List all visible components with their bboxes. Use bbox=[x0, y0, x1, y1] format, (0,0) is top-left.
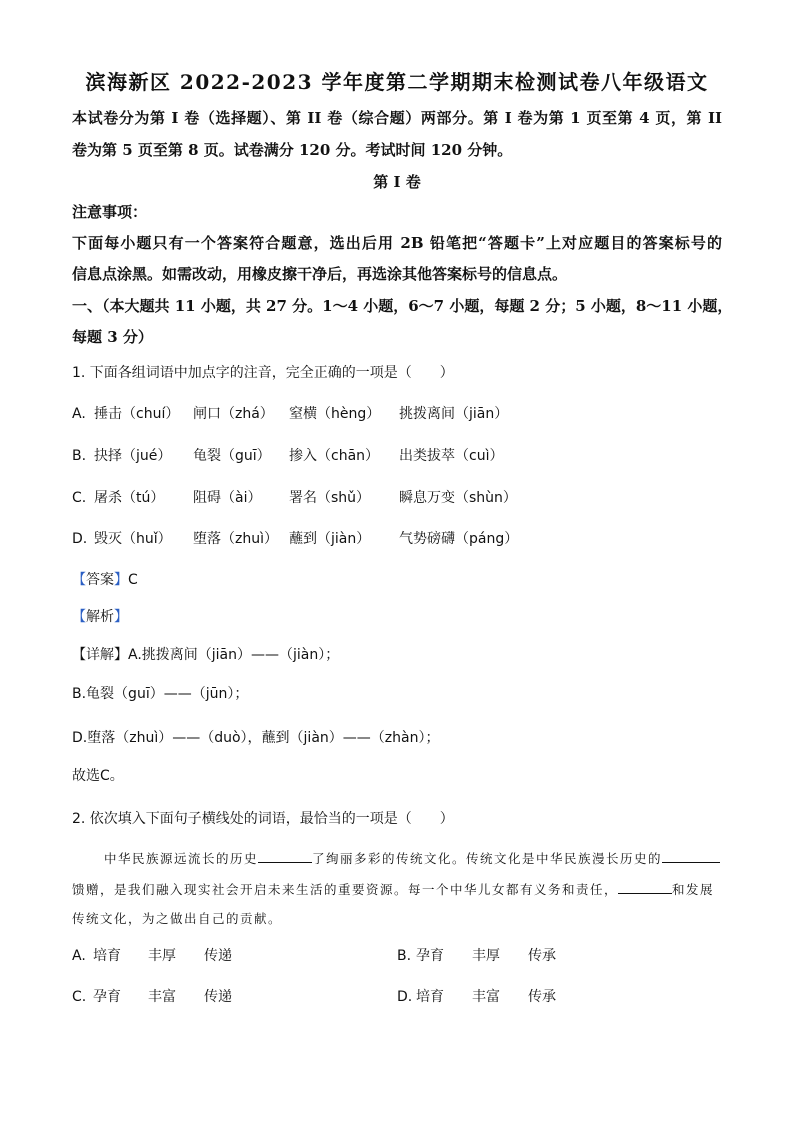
option-item: 孕育 bbox=[93, 989, 121, 1005]
detail-line: B.龟裂（guī）——（jūn）； bbox=[72, 686, 249, 702]
option-letter: B. bbox=[397, 948, 412, 964]
answer-label: 答案 bbox=[86, 572, 114, 588]
answer-value: C bbox=[128, 572, 138, 588]
option-item: 培育 bbox=[416, 989, 444, 1005]
section-heading-line: 每题 3 分） bbox=[72, 328, 153, 346]
option-item: 传递 bbox=[204, 989, 232, 1005]
option-item: 蘸到（jiàn） bbox=[289, 531, 371, 547]
option-letter: A. bbox=[72, 406, 86, 422]
question-1-option-a bbox=[72, 404, 722, 424]
option-item: 培育 bbox=[93, 948, 121, 964]
option-item: 气势磅礴（páng） bbox=[399, 531, 519, 547]
notes-line: 信息点涂黑。如需改动，用橡皮擦干净后，再选涂其他答案标号的信息点。 bbox=[72, 265, 568, 283]
option-item: 掺入（chān） bbox=[289, 448, 380, 464]
question-1-option-b bbox=[72, 446, 722, 466]
passage-text: 传统文化，为之做出自己的贡献。 bbox=[72, 911, 283, 926]
option-item: 瞬息万变（shùn） bbox=[399, 490, 517, 506]
option-item: 丰富 bbox=[148, 989, 176, 1005]
option-item: 传承 bbox=[528, 989, 556, 1005]
option-item: 丰厚 bbox=[472, 948, 500, 964]
option-item: 孕育 bbox=[416, 948, 444, 964]
volume-heading: 第 I 卷 bbox=[373, 173, 421, 191]
option-item: 丰厚 bbox=[148, 948, 176, 964]
fill-blank bbox=[662, 848, 720, 863]
passage-text: 和发展 bbox=[672, 882, 715, 897]
option-item: 丰富 bbox=[472, 989, 500, 1005]
answer-line bbox=[72, 570, 138, 590]
answer-bracket-close: 】 bbox=[114, 572, 128, 588]
option-item: 抉择（jué） bbox=[94, 448, 172, 464]
passage-text: 馈赠，是我们融入现实社会开启未来生活的重要资源。每一个中华儿女都有义务和责任， bbox=[72, 882, 619, 897]
passage-text: 了绚丽多彩的传统文化。传统文化是中华民族漫长历史的 bbox=[312, 851, 663, 866]
option-letter: C. bbox=[72, 989, 87, 1005]
detail-line: 故选C。 bbox=[72, 768, 124, 784]
option-letter: A. bbox=[72, 948, 86, 964]
option-letter: C. bbox=[72, 490, 87, 506]
page-title: 滨海新区 2022-2023 学年度第二学期期末检测试卷八年级语文 bbox=[85, 70, 709, 94]
intro-line: 本试卷分为第 I 卷（选择题）、第 II 卷（综合题）两部分。第 I 卷为第 1 页至第 4 页，第 II bbox=[72, 109, 722, 127]
section-heading-line: 一、（本大题共 11 小题，共 27 分。1～4 小题，6～7 小题，每题 2 分；5 小题，8～11 小题， bbox=[72, 297, 733, 315]
question-2-options-row-2 bbox=[72, 987, 722, 1007]
question-2-stem: 2. 依次填入下面句子横线处的词语，最恰当的一项是（ ） bbox=[72, 811, 454, 827]
intro-line: 卷为第 5 页至第 8 页。试卷满分 120 分。考试时间 120 分钟。 bbox=[72, 141, 513, 159]
passage-line bbox=[72, 909, 282, 929]
detail-line: 【详解】A.挑拨离间（jiān）——（jiàn）； bbox=[72, 647, 340, 663]
notes-line: 下面每小题只有一个答案符合题意，选出后用 2B 铅笔把“答题卡”上对应题目的答案标号的 bbox=[72, 234, 722, 252]
option-item: 堕落（zhuì） bbox=[193, 531, 278, 547]
analysis-bracket-open: 【 bbox=[72, 609, 86, 625]
option-letter: D. bbox=[72, 531, 88, 547]
analysis-bracket-close: 】 bbox=[114, 609, 128, 625]
fill-blank bbox=[258, 848, 312, 863]
question-1-option-c bbox=[72, 488, 722, 508]
notes-label: 注意事项： bbox=[72, 203, 148, 221]
option-item: 传承 bbox=[528, 948, 556, 964]
option-item: 毁灭（huǐ） bbox=[94, 531, 172, 547]
option-item: 挑拨离间（jiān） bbox=[399, 406, 509, 422]
option-item: 闸口（zhá） bbox=[193, 406, 274, 422]
option-letter: D. bbox=[397, 989, 413, 1005]
option-item: 窒横（hèng） bbox=[289, 406, 381, 422]
analysis-label: 解析 bbox=[86, 609, 114, 625]
passage-line bbox=[72, 879, 714, 899]
passage-text: 中华民族源远流长的历史 bbox=[104, 851, 259, 866]
option-item: 捶击（chuí） bbox=[94, 406, 180, 422]
option-item: 传递 bbox=[204, 948, 232, 964]
analysis-heading bbox=[72, 607, 128, 627]
passage-line bbox=[104, 848, 720, 868]
answer-bracket-open: 【 bbox=[72, 572, 86, 588]
option-item: 出类拔萃（cuì） bbox=[399, 448, 504, 464]
option-item: 署名（shǔ） bbox=[289, 490, 371, 506]
option-item: 阻碍（ài） bbox=[193, 490, 262, 506]
option-item: 龟裂（guī） bbox=[193, 448, 271, 464]
fill-blank bbox=[618, 879, 672, 894]
question-1-stem: 1. 下面各组词语中加点字的注音，完全正确的一项是（ ） bbox=[72, 365, 454, 381]
option-item: 屠杀（tú） bbox=[94, 490, 165, 506]
question-1-option-d bbox=[72, 529, 722, 549]
detail-line: D.堕落（zhuì）——（duò），蘸到（jiàn）——（zhàn）； bbox=[72, 730, 440, 746]
option-letter: B. bbox=[72, 448, 87, 464]
question-2-options-row-1 bbox=[72, 946, 722, 966]
